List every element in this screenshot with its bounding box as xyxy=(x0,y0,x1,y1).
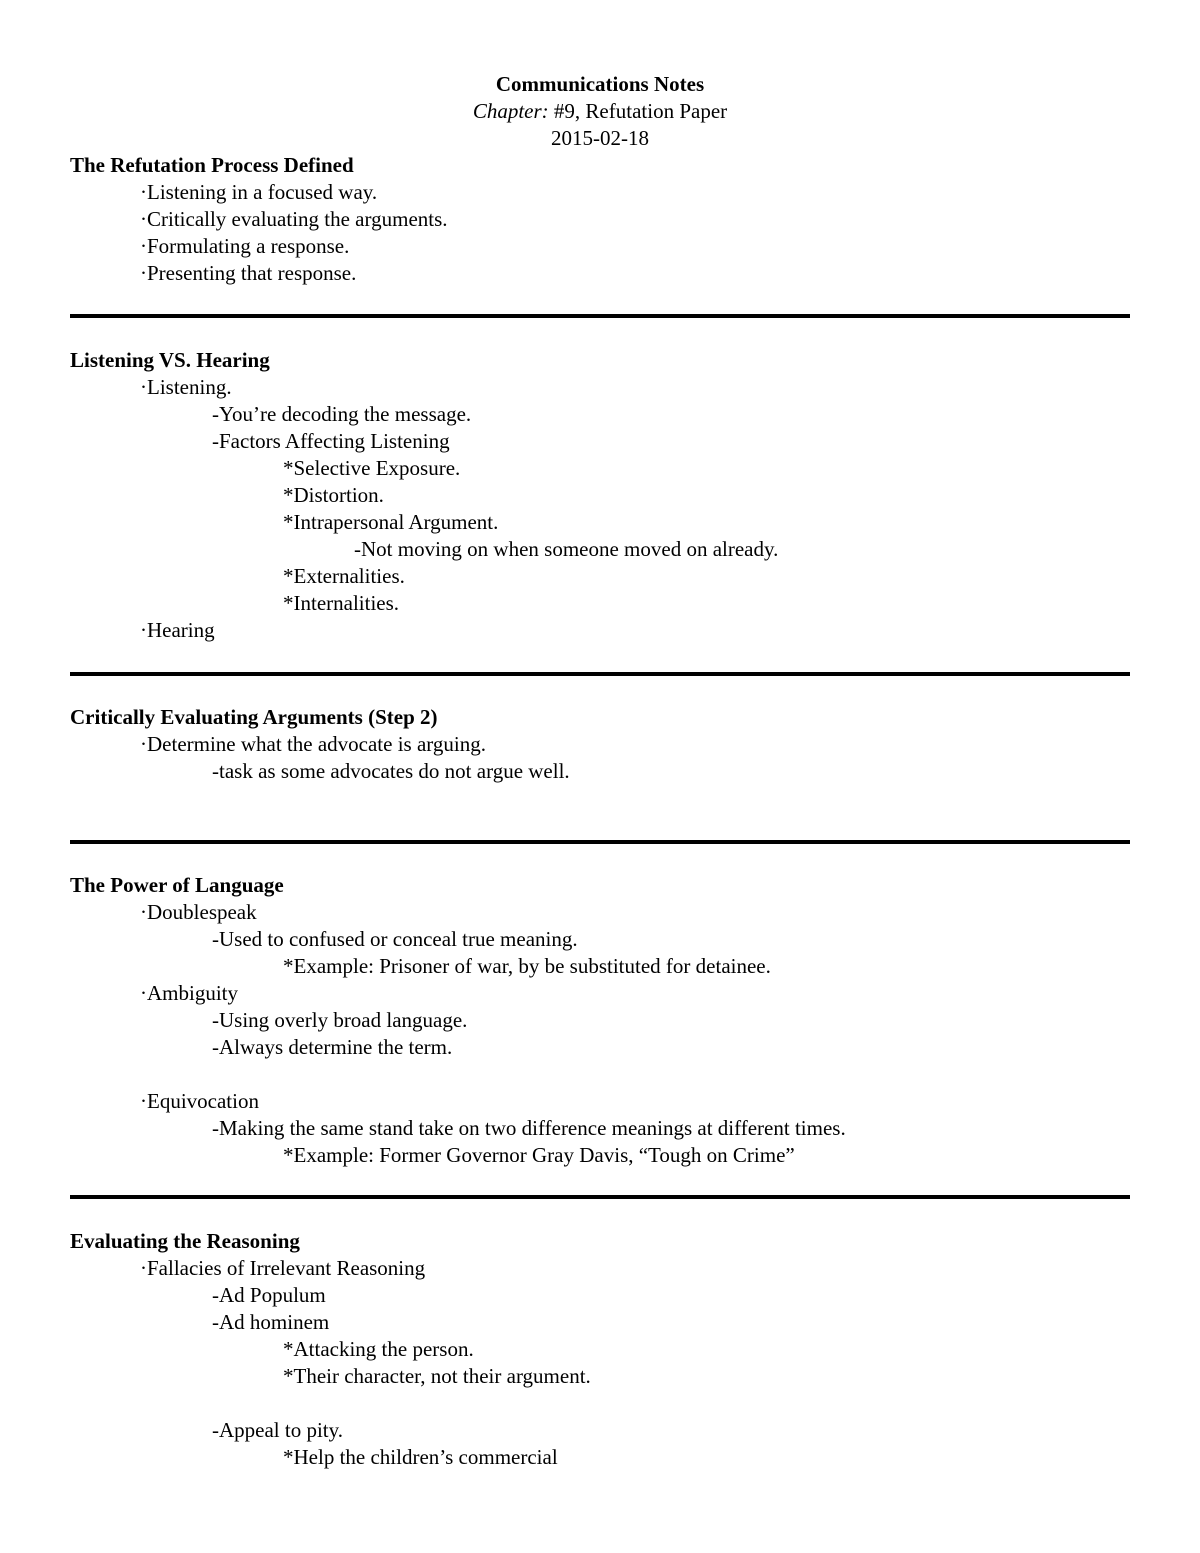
list-item: ·Determine what the advocate is arguing. xyxy=(140,732,486,756)
section-divider xyxy=(70,314,1130,318)
list-item: -Used to confused or conceal true meaning. xyxy=(212,927,578,951)
list-item: ·Critically evaluating the arguments. xyxy=(140,207,448,231)
list-item: -Appeal to pity. xyxy=(212,1418,344,1442)
list-item: *Internalities. xyxy=(283,591,400,615)
list-item: *Example: Former Governor Gray Davis, “Tough on Crime” xyxy=(283,1143,795,1167)
list-item: -Ad hominem xyxy=(212,1310,330,1334)
list-item: *Intrapersonal Argument. xyxy=(283,510,499,534)
section-divider xyxy=(70,1195,1130,1199)
list-item: *Attacking the person. xyxy=(283,1337,474,1361)
list-item: *Externalities. xyxy=(283,564,405,588)
list-item: ·Presenting that response. xyxy=(140,261,357,285)
list-item: -Always determine the term. xyxy=(212,1035,453,1059)
section-divider xyxy=(70,672,1130,676)
list-item: -Using overly broad language. xyxy=(212,1008,468,1032)
list-item: *Example: Prisoner of war, by be substituted for detainee. xyxy=(283,954,771,978)
list-item: ·Listening. xyxy=(140,375,232,399)
chapter-label: Chapter: xyxy=(472,99,549,123)
section-heading-refutation: The Refutation Process Defined xyxy=(70,153,354,177)
list-item: ·Equivocation xyxy=(140,1089,259,1113)
section-divider xyxy=(70,840,1130,844)
list-item: ·Fallacies of Irrelevant Reasoning xyxy=(140,1256,426,1280)
list-item: -task as some advocates do not argue well. xyxy=(212,759,570,783)
section-heading-language: The Power of Language xyxy=(70,873,284,897)
document-header xyxy=(0,71,1200,152)
list-item: *Distortion. xyxy=(283,483,384,507)
section-heading-reasoning: Evaluating the Reasoning xyxy=(70,1229,300,1253)
chapter-line xyxy=(0,98,1200,125)
list-item: ·Formulating a response. xyxy=(140,234,350,258)
list-item: *Their character, not their argument. xyxy=(283,1364,591,1388)
list-item: -Factors Affecting Listening xyxy=(212,429,450,453)
list-item: ·Doublespeak xyxy=(140,900,257,924)
list-item: -Not moving on when someone moved on already. xyxy=(354,537,779,561)
list-item: *Selective Exposure. xyxy=(283,456,461,480)
list-item: ·Hearing xyxy=(140,618,215,642)
section-heading-critical: Critically Evaluating Arguments (Step 2) xyxy=(70,705,438,729)
list-item: *Help the children’s commercial xyxy=(283,1445,558,1469)
section-heading-listening: Listening VS. Hearing xyxy=(70,348,270,372)
document-date: 2015-02-18 xyxy=(551,126,649,150)
chapter-value: #9, Refutation Paper xyxy=(548,99,728,123)
list-item: ·Listening in a focused way. xyxy=(140,180,378,204)
document-title: Communications Notes xyxy=(495,72,705,96)
list-item: -You’re decoding the message. xyxy=(212,402,472,426)
list-item: -Making the same stand take on two difference meanings at different times. xyxy=(212,1116,846,1140)
list-item: -Ad Populum xyxy=(212,1283,326,1307)
list-item: ·Ambiguity xyxy=(140,981,238,1005)
